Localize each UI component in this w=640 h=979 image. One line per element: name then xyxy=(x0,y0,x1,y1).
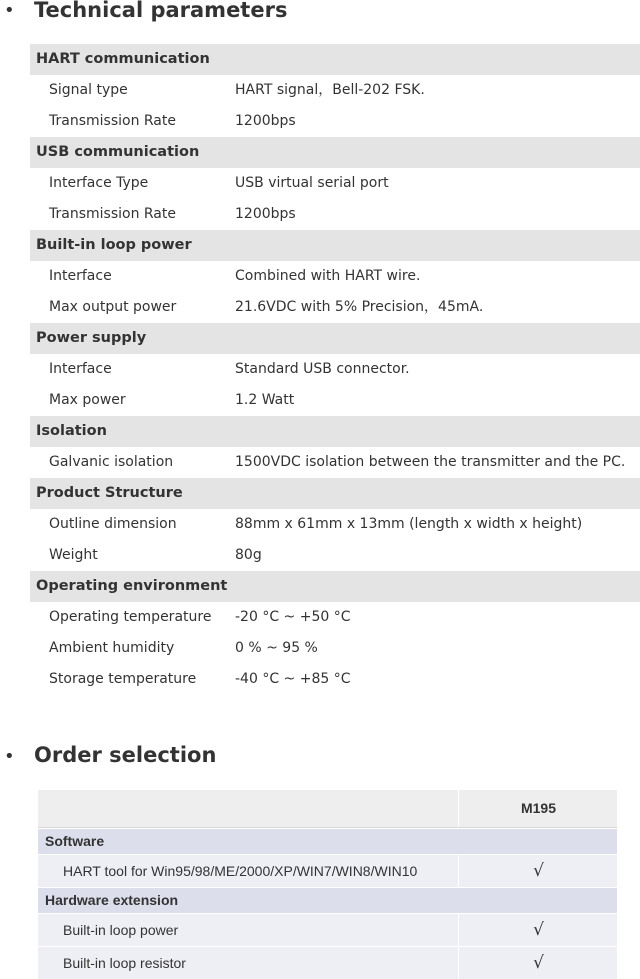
check-mark: √ xyxy=(458,947,618,979)
table-row xyxy=(30,664,640,695)
order-selection-table xyxy=(38,790,617,979)
table-row xyxy=(30,199,640,230)
param-value: -40 °C ~ +85 °C xyxy=(235,671,351,687)
param-label: Max output power xyxy=(49,299,177,315)
model-column-header: M195 xyxy=(458,790,618,827)
table-row xyxy=(30,602,640,633)
option-label: HART tool for Win95/98/ME/2000/XP/WIN7/WIN8/WIN10 xyxy=(63,863,418,879)
param-value: Standard USB connector. xyxy=(235,361,410,377)
param-label: Transmission Rate xyxy=(49,113,176,129)
group-built-in-loop-power: Built-in loop power xyxy=(30,230,640,261)
order-table-header xyxy=(38,790,617,828)
group-power-supply: Power supply xyxy=(30,323,640,354)
table-row xyxy=(30,354,640,385)
category-hardware-extension: Hardware extension xyxy=(38,887,617,913)
group-hart-communication: HART communication xyxy=(30,44,640,75)
section-title-technical: Technical parameters xyxy=(34,0,288,22)
param-value: 88mm x 61mm x 13mm (length x width x height) xyxy=(235,516,583,532)
param-value: Combined with HART wire. xyxy=(235,268,421,284)
group-product-structure: Product Structure xyxy=(30,478,640,509)
technical-parameters-table xyxy=(30,44,640,695)
table-row xyxy=(30,540,640,571)
param-value: 1.2 Watt xyxy=(235,392,295,408)
param-value: 80g xyxy=(235,547,262,563)
option-label: Built-in loop power xyxy=(63,922,179,938)
param-value: USB virtual serial port xyxy=(235,175,389,191)
table-row xyxy=(30,292,640,323)
table-row xyxy=(30,75,640,106)
table-row xyxy=(30,447,640,478)
table-row xyxy=(30,633,640,664)
param-label: Max power xyxy=(49,392,126,408)
param-label: Outline dimension xyxy=(49,516,177,532)
param-label: Interface xyxy=(49,361,112,377)
table-row xyxy=(30,509,640,540)
param-value: 1500VDC isolation between the transmitter and the PC. xyxy=(235,454,626,470)
table-row xyxy=(30,106,640,137)
group-operating-environment: Operating environment xyxy=(30,571,640,602)
param-value: 1200bps xyxy=(235,206,296,222)
param-label: Transmission Rate xyxy=(49,206,176,222)
param-value: 0 % ~ 95 % xyxy=(235,640,318,656)
param-value: 1200bps xyxy=(235,113,296,129)
param-label: Weight xyxy=(49,547,98,563)
option-label: Built-in loop resistor xyxy=(63,955,186,971)
check-mark: √ xyxy=(458,914,618,946)
param-label: Storage temperature xyxy=(49,671,197,687)
param-value: -20 °C ~ +50 °C xyxy=(235,609,351,625)
table-row xyxy=(38,854,617,887)
check-mark: √ xyxy=(458,855,618,887)
category-software: Software xyxy=(38,828,617,854)
group-usb-communication: USB communication xyxy=(30,137,640,168)
param-value: 21.6VDC with 5% Precision，45mA. xyxy=(235,299,484,315)
table-row xyxy=(38,946,617,979)
param-value: HART signal，Bell-202 FSK. xyxy=(235,82,425,98)
param-label: Operating temperature xyxy=(49,609,212,625)
table-row xyxy=(30,168,640,199)
param-label: Interface xyxy=(49,268,112,284)
section-title-order: Order selection xyxy=(34,743,217,767)
param-label: Signal type xyxy=(49,82,128,98)
table-row xyxy=(30,385,640,416)
table-row xyxy=(38,913,617,946)
table-row xyxy=(30,261,640,292)
param-label: Interface Type xyxy=(49,175,149,191)
bullet-order: • xyxy=(4,746,15,767)
group-isolation: Isolation xyxy=(30,416,640,447)
bullet-technical: • xyxy=(4,0,15,21)
param-label: Galvanic isolation xyxy=(49,454,174,470)
param-label: Ambient humidity xyxy=(49,640,175,656)
